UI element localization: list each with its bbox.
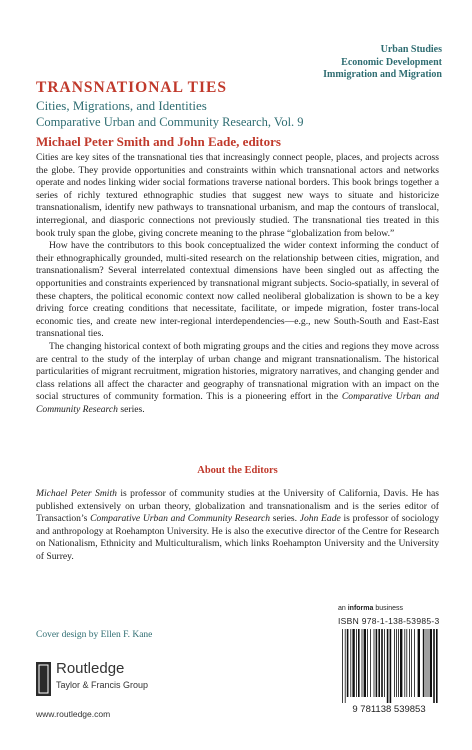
publisher-group: Taylor & Francis Group: [56, 680, 149, 690]
barcode-bar: [347, 629, 349, 697]
barcode-bar: [404, 629, 405, 697]
barcode-bar: [409, 629, 410, 697]
barcode: [338, 627, 440, 715]
barcode-bar: [367, 629, 368, 697]
barcode-bar: [423, 629, 425, 697]
description-paragraph: The changing historical context of both migrating groups and the cities and regions they move across are central to the study of the interplay of urban change and migrant transnationalism. The historical particularities of migrant recruitment, migration histories, migratory narratives, and changing gender and class relations all affect the character and geography of transnational migration with an impact on the social structures of community formation. This is a pioneering effort in the Comparative Urban and Community Research series.: [36, 340, 439, 415]
about-editors-text: [36, 488, 439, 564]
barcode-bar: [428, 629, 429, 697]
barcode-bar: [381, 629, 383, 697]
subject-category: Urban Studies: [380, 44, 442, 55]
routledge-logo-icon: [36, 662, 51, 696]
book-subtitle: Cities, Migrations, and Identities: [36, 98, 207, 113]
barcode-bar: [394, 629, 395, 697]
barcode-bar: [406, 629, 407, 697]
barcode-bar: [436, 629, 438, 703]
barcode-bar: [364, 629, 366, 697]
publisher-website[interactable]: www.routledge.com: [36, 709, 111, 719]
barcode-bar: [433, 629, 435, 703]
book-title: TRANSNATIONAL TIES: [36, 79, 227, 96]
barcode-bar: [384, 629, 385, 697]
about-paragraph: Michael Peter Smith is professor of community studies at the University of California, Davis. He has published extensively on urban theory, globalization and transnationalism and is the series editor of Transaction’s Comparative Urban and Community Research series. John Eade is professor of sociology and anthropology at Roehampton University. He is also the executive director of the Centre for Research on Nationalism, Ethnicity and Multiculturalism, which links Roehampton University and the University of Surrey.: [36, 488, 439, 562]
barcode-bar: [345, 629, 346, 703]
description-paragraph: How have the contributors to this book conceptualized the wider context informing the conduct of their ethnographically grounded, multi-sited research on the relationship between cities, migration, and transnationalism? Several interrelated contextual dimensions have been singled out as affecting the opportunities and constraints experienced by transnational migrant subjects. Socio-spatially, in several of these chapters, the political economic context now called neoliberal globalization is shown to be a key driving force creating conditions that necessitate, facilitate, or impede migration, foster trans-local economic ties, and create new inter-regional interdependencies—e.g., new South-South and East-East transnational ties.: [36, 240, 440, 340]
barcode-bar: [342, 629, 343, 703]
series-name: Comparative Urban and Community Research, Vol. 9: [36, 115, 304, 129]
barcode-graphic: [338, 627, 440, 715]
barcode-bar: [356, 629, 357, 697]
publisher-name: Routledge: [56, 660, 125, 677]
barcode-bar: [358, 629, 360, 697]
barcode-bar: [430, 629, 432, 697]
barcode-bar: [390, 629, 392, 703]
barcode-bar: [418, 629, 420, 697]
barcode-bar: [396, 629, 397, 697]
isbn-label: ISBN 978-1-138-53985-3: [338, 616, 440, 626]
informa-business-label: an informa business: [338, 605, 403, 612]
barcode-bar: [370, 629, 371, 697]
subject-categories: [323, 44, 442, 82]
barcode-number: 9 781138 539853: [352, 704, 426, 715]
barcode-bar: [414, 629, 415, 697]
barcode-bar: [352, 629, 354, 697]
barcode-bar: [400, 629, 402, 697]
description-paragraph: Cities are key sites of the transnational ties that increasingly connect people, places, and projects across the globe. They provide opportunities and constraints within which transnational actors and networks operate and nodes linking wider social formations traverse national borders. This book brings together a series of richly textured ethnographic studies that suggest new ways to situate and historicize transnationalism, identify new pathways to transnational urbanism, and map the contours of translocal, interregional, and diasporic connections not previously studied. The transnational ties treated in this book truly span the globe, giving concrete meaning to the phrase “globalization from below.”: [36, 152, 439, 239]
barcode-bar: [411, 629, 412, 697]
barcode-bar: [387, 629, 389, 703]
about-editors-heading: About the Editors: [197, 465, 278, 476]
barcode-bar: [376, 629, 378, 697]
barcode-bar: [426, 629, 427, 697]
barcode-bar: [398, 629, 399, 697]
barcode-bar: [350, 629, 351, 697]
editors-line: Michael Peter Smith and John Eade, editors: [36, 134, 281, 149]
book-description: [36, 152, 439, 416]
barcode-bar: [374, 629, 375, 697]
subject-category: Economic Development: [341, 56, 442, 68]
subject-category: Immigration and Migration: [323, 69, 442, 80]
barcode-bar: [362, 629, 363, 697]
barcode-bar: [378, 629, 380, 697]
cover-design-credit: Cover design by Ellen F. Kane: [36, 630, 153, 640]
